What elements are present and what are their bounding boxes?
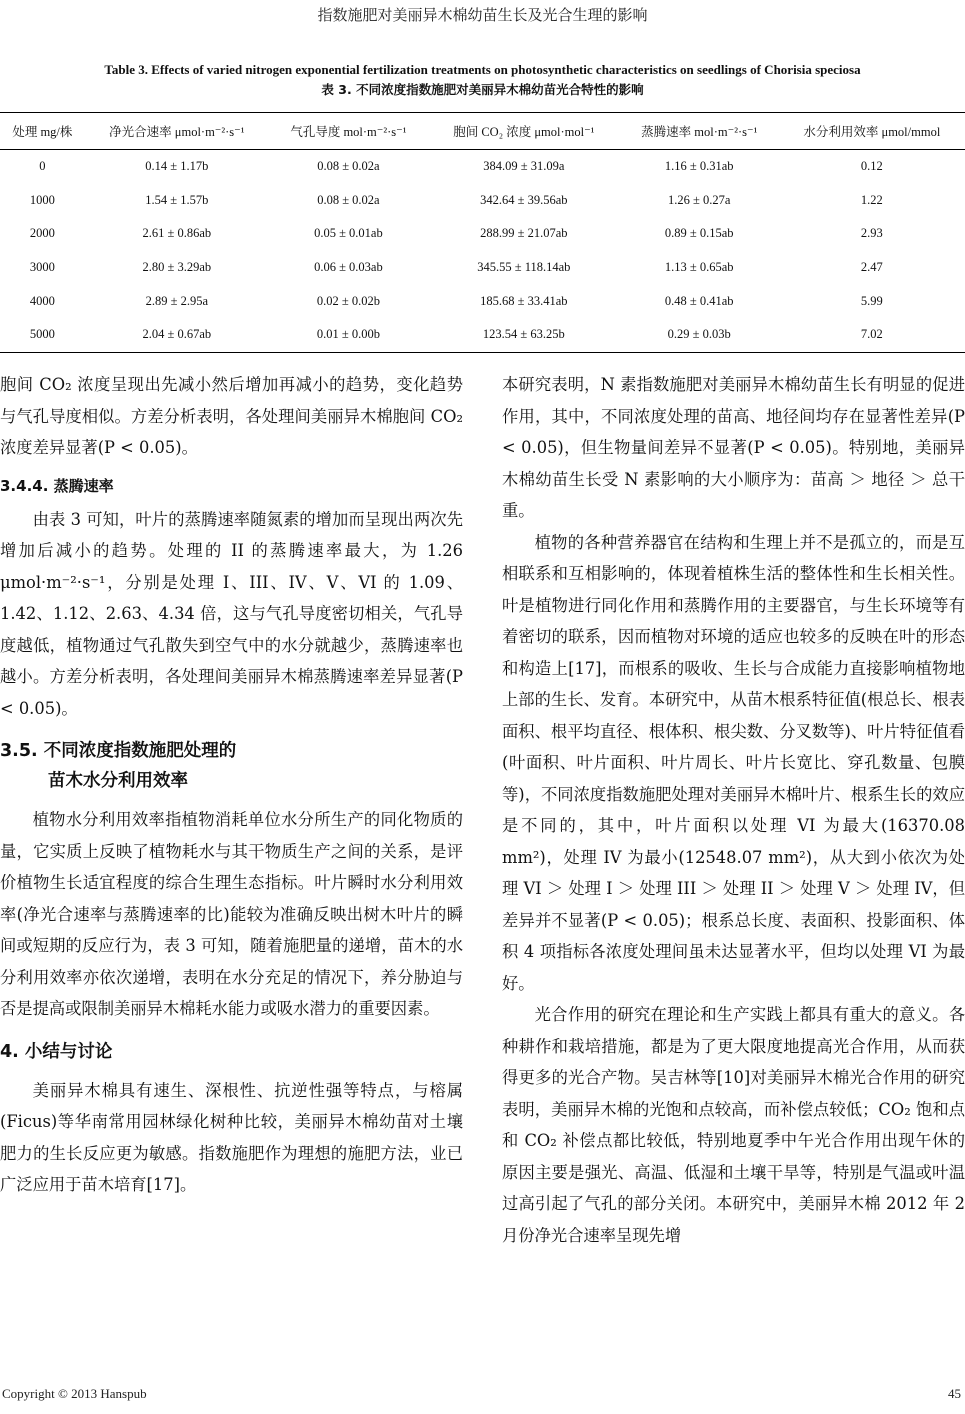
table-cell: 1.13 ± 0.65ab bbox=[664, 260, 734, 275]
table-header-row bbox=[0, 113, 965, 150]
header-transpiration-rate: 蒸腾速率 mol·m⁻²·s⁻¹ bbox=[620, 113, 779, 150]
table-cell: 2.47 bbox=[860, 260, 883, 275]
table-row bbox=[0, 150, 965, 184]
table-cell: 345.55 ± 118.14ab bbox=[477, 260, 571, 275]
section-heading-line: 3.5. 不同浓度指数施肥处理的 bbox=[0, 741, 237, 761]
paragraph: 本研究表明，N 素指数施肥对美丽异木棉幼苗生长有明显的促进作用，其中，不同浓度处理的苗高、地径间均存在显著性差异(P < 0.05)，但生物量间差异不显著(P < 0.05)。特别地，美丽异木棉幼苗生长受 N 素影响的大小顺序为：苗高 ＞ 地径 ＞ 总干重。 bbox=[502, 375, 965, 520]
table-cell: 185.68 ± 33.41ab bbox=[480, 293, 568, 308]
section-heading-line: 苗木水分利用效率 bbox=[48, 771, 188, 791]
paragraph: 美丽异木棉具有速生、深根性、抗逆性强等特点，与榕属(Ficus)等华南常用园林绿化树种比较，美丽异木棉幼苗对土壤肥力的生长反应更为敏感。指数施肥作为理想的施肥方法，业已广泛应用于苗木培育[17]。 bbox=[0, 1080, 463, 1194]
table-cell: 4000 bbox=[29, 293, 55, 308]
table-cell: 5.99 bbox=[860, 293, 883, 308]
table-cell: 1.16 ± 0.31ab bbox=[664, 159, 734, 174]
running-header: 指数施肥对美丽异木棉幼苗生长及光合生理的影响 bbox=[317, 6, 648, 24]
header-intercellular-co2: 胞间 CO₂ 浓度 μmol·mol⁻¹ bbox=[428, 113, 620, 150]
table-cell: 0.29 ± 0.03b bbox=[620, 318, 779, 352]
paragraph: 植物的各种营养器官在结构和生理上并不是孤立的，而是互相联系和互相影响的，体现着植株生活的整体性和生长相关性。叶是植物进行同化作用和蒸腾作用的主要器官，与生长环境等有着密切的联系，因而植物对环境的适应也较多的反映在叶的形态和构造上[17]，而根系的吸收、生长与合成能力直接影响植物地上部的生长、发育。本研究中，从苗木根系特征值(根总长、根表面积、根平均直径、根体积、根尖数、分叉数等)、叶片特征值看(叶面积、叶片面积、叶片周长、叶片长宽比、穿孔数量、包膜等)，不同浓度指数施肥处理对美丽异木棉叶片、根系生长的效应是不同的，其中，叶片面积以处理 VI 为最大(16370.08 mm²)，处理 IV 为最小(12548.07 mm²)，从大到小依次为处理 VI ＞ 处理 I ＞ 处理 III ＞ 处理 II ＞ 处理 V ＞ 处理 IV，但差异并不显著(P < 0.05)；根系总长度、表面积、投影面积、体积 4 项指标各浓度处理间虽未达显著水平，但均以处理 VI 为最好。 bbox=[502, 532, 965, 993]
table-cell: 0.06 ± 0.03ab bbox=[314, 260, 383, 275]
header-stomatal-conductance: 气孔导度 mol·m⁻²·s⁻¹ bbox=[269, 113, 428, 150]
photosynthesis-table bbox=[0, 112, 965, 353]
table-row bbox=[0, 184, 965, 218]
table-caption-en: Table 3. Effects of varied nitrogen exponential fertilization treatments on photosynthetic characteristics on seedlings of Chorisia speciosa bbox=[104, 62, 861, 77]
paragraph: 由表 3 可知，叶片的蒸腾速率随氮素的增加而呈现出两次先增加后减小的趋势。处理的 II 的蒸腾速率最大，为 1.26 μmol·m⁻²·s⁻¹，分别是处理 I、III、IV、V、VI 的 1.09、1.42、1.12、2.63、4.34 倍，这与气孔导度密切相关，气孔导度越低，植物通过气孔散失到空气中的水分就越少，蒸腾速率也越小。方差分析表明，各处理间美丽异木棉蒸腾速率差异显著(P < 0.05)。 bbox=[0, 509, 463, 718]
right-column bbox=[502, 369, 965, 1251]
table-cell: 342.64 ± 39.56ab bbox=[480, 192, 568, 207]
table-cell: 1.22 bbox=[860, 192, 883, 207]
table-cell: 0.12 bbox=[860, 159, 883, 174]
table-cell: 0.02 ± 0.02b bbox=[316, 293, 380, 308]
table-cell: 0.05 ± 0.01ab bbox=[314, 226, 383, 241]
header-net-photosynthetic-rate: 净光合速率 μmol·m⁻²·s⁻¹ bbox=[85, 113, 269, 150]
table-cell: 3000 bbox=[29, 260, 55, 275]
table-cell: 0.01 ± 0.00b bbox=[269, 318, 428, 352]
table-cell: 123.54 ± 63.25b bbox=[428, 318, 620, 352]
table-row bbox=[0, 318, 965, 352]
table-cell: 0.08 ± 0.02a bbox=[317, 192, 380, 207]
table-cell: 0.08 ± 0.02a bbox=[317, 159, 380, 174]
table-cell: 384.09 ± 31.09a bbox=[483, 159, 565, 174]
header-treatment: 处理 mg/株 bbox=[0, 113, 85, 150]
table-row bbox=[0, 217, 965, 251]
paragraph: 光合作用的研究在理论和生产实践上都具有重大的意义。各种耕作和栽培措施，都是为了更大限度地提高光合作用，从而获得更多的光合产物。吴吉林等[10]对美丽异木棉光合作用的研究表明，美丽异木棉的光饱和点较高，而补偿点较低；CO₂ 饱和点和 CO₂ 补偿点都比较低，特别地夏季中午光合作用出现午休的原因主要是强光、高温、低湿和土壤干旱等，特别是气温或叶温过高引起了气孔的部分关闭。本研究中，美丽异木棉 2012 年 2 月份净光合速率呈现先增 bbox=[502, 1005, 965, 1245]
paragraph: 胞间 CO₂ 浓度呈现出先减小然后增加再减小的趋势，变化趋势与气孔导度相似。方差分析表明，各处理间美丽异木棉胞间 CO₂ 浓度差异显著(P < 0.05)。 bbox=[0, 375, 463, 457]
table-cell: 0.89 ± 0.15ab bbox=[664, 226, 734, 241]
table-cell: 1000 bbox=[29, 192, 55, 207]
table-row bbox=[0, 251, 965, 285]
table-caption-zh: 表 3. 不同浓度指数施肥对美丽异木棉幼苗光合特性的影响 bbox=[321, 82, 644, 97]
table-cell: 2.93 bbox=[860, 226, 883, 241]
table-cell: 0.14 ± 1.17b bbox=[145, 159, 209, 174]
table-cell: 0.48 ± 0.41ab bbox=[664, 293, 734, 308]
paragraph: 植物水分利用效率指植物消耗单位水分所生产的同化物质的量，它实质上反映了植物耗水与其干物质生产之间的关系，是评价植物生长适宜程度的综合生理生态指标。叶片瞬时水分利用效率(净光合速率与蒸腾速率的比)能较为准确反映出树木叶片的瞬间或短期的反应行为，表 3 可知，随着施肥量的递增，苗木的水分利用效率亦依次递增，表明在水分充足的情况下，养分胁迫与否是提高或限制美丽异木棉耗水能力或吸水潜力的重要因素。 bbox=[0, 810, 463, 1018]
section-heading-3-5 bbox=[0, 736, 463, 796]
left-column bbox=[0, 369, 463, 1201]
table-cell: 2.89 ± 2.95a bbox=[145, 293, 209, 308]
footer-copyright: Copyright © 2013 Hanspub bbox=[2, 1386, 147, 1401]
table-cell: 7.02 bbox=[779, 318, 965, 352]
table-cell: 2000 bbox=[29, 226, 55, 241]
table-cell: 2.04 ± 0.67ab bbox=[85, 318, 269, 352]
table-cell: 5000 bbox=[0, 318, 85, 352]
table-cell: 1.26 ± 0.27a bbox=[668, 192, 731, 207]
section-heading-4: 4. 小结与讨论 bbox=[0, 1041, 113, 1062]
footer-page-number: 45 bbox=[948, 1386, 961, 1401]
table-cell: 288.99 ± 21.07ab bbox=[480, 226, 568, 241]
table-row bbox=[0, 284, 965, 318]
header-water-use-efficiency: 水分利用效率 μmol/mmol bbox=[779, 113, 965, 150]
table-cell: 2.61 ± 0.86ab bbox=[142, 226, 212, 241]
table-cell: 0 bbox=[39, 159, 46, 174]
section-heading-3-4-4: 3.4.4. 蒸腾速率 bbox=[0, 476, 114, 495]
table-cell: 2.80 ± 3.29ab bbox=[142, 260, 212, 275]
table-cell: 1.54 ± 1.57b bbox=[145, 192, 209, 207]
